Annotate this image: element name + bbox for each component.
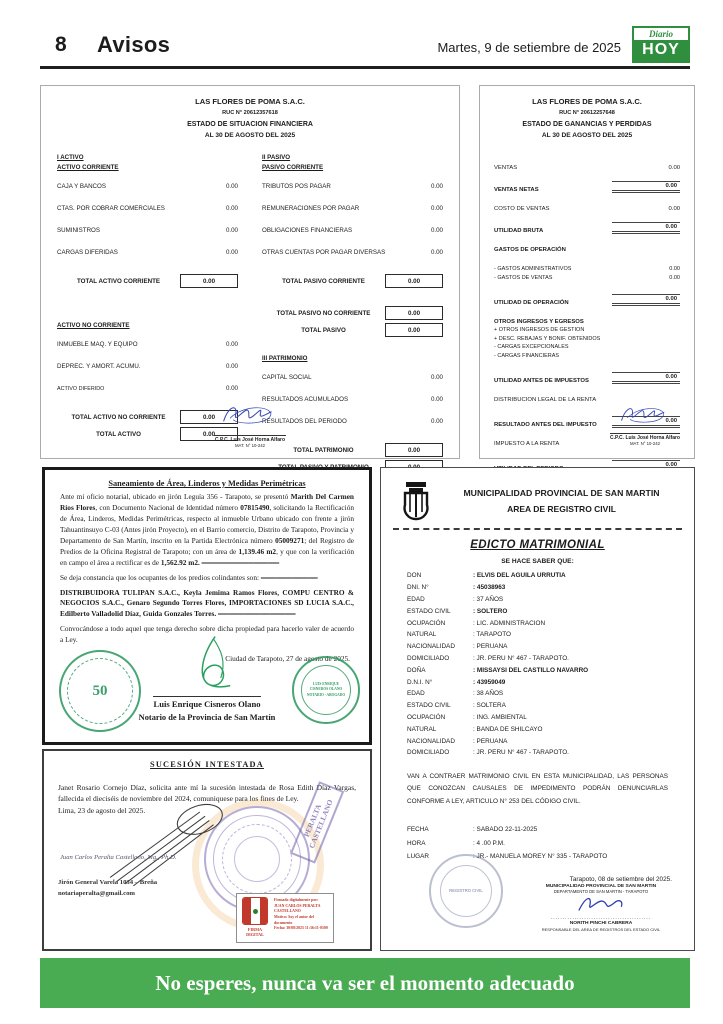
text-segment: , solicitando la Rectificación de Área, Linderos, Medidas Perimétricas, respecto al inmueble Urbano ubicado con frente a jirón Tahuantinsuyo C-03 (Antes jirón Proyecto), en el Barrio comercio, Distrito de Tarapoto, Provincia y Departamento de San Martín, inscrito en la Partida Electrónica número <box>60 502 354 545</box>
edict-field <box>407 827 676 833</box>
field-label: ESTADO CIVIL <box>407 702 451 710</box>
fin-row <box>262 164 443 171</box>
field-label: EDAD <box>407 690 425 698</box>
row-label: REMUNERACIONES POR PAGAR <box>262 205 360 212</box>
fin-row <box>262 274 443 288</box>
row-value: 0.00 <box>385 443 443 457</box>
row-value: 0.00 <box>612 222 680 234</box>
signer-name: C.P.C. Luis José Horna Alfaro <box>214 435 286 444</box>
fin-row <box>262 183 443 190</box>
row-label: ACTIVO NO CORRIENTE <box>57 322 130 329</box>
row-label: OTRAS CUENTAS POR PAGAR DIVERSAS <box>262 249 386 256</box>
row-label: CTAS. POR COBRAR COMERCIALES <box>57 205 165 212</box>
row-label: UTILIDAD BRUTA <box>494 228 544 234</box>
accountant-signature <box>214 400 286 449</box>
row-label: TOTAL ACTIVO NO CORRIENTE <box>71 413 166 421</box>
field-value: : SABADO 22-11-2025 <box>473 826 538 834</box>
digital-signature-line: Firmado digitalmente por: <box>274 898 319 902</box>
fin-row <box>494 353 680 359</box>
row-value: 0.00 <box>385 306 443 320</box>
row-label: TOTAL ACTIVO <box>96 430 141 438</box>
registrar-signature-icon <box>573 892 629 916</box>
stamp-name: LUIS ENRIQUE CISNEROS OLANO <box>309 682 343 692</box>
notary-name-block <box>102 694 312 722</box>
notary-address: Jirón General Varela 1034 – Breña <box>58 879 158 886</box>
section-title: Avisos <box>97 32 171 57</box>
succession-date: Lima, 23 de agosto del 2025. <box>58 805 146 815</box>
field-label: D.N.I. N° <box>407 678 433 686</box>
fin-row <box>57 249 238 256</box>
row-value: 0.00 <box>612 181 680 193</box>
field-value: : JR. PERU N° 467 - TARAPOTO. <box>473 654 569 662</box>
fin-row <box>494 372 680 384</box>
edict-field <box>407 573 676 579</box>
fin-row <box>262 249 443 256</box>
row-value: 0.00 <box>430 374 443 381</box>
field-value: : 38 AÑOS <box>473 690 504 698</box>
edict-subtitle: SE HACE SABER QUE: <box>501 558 574 565</box>
row-label: I ACTIVO <box>57 154 84 161</box>
row-label: II PASIVO <box>262 154 291 161</box>
pen-signature-icon <box>99 793 269 888</box>
text-segment: . ═══════════════ <box>197 557 280 567</box>
notary-email: notariaperalta@gmail.com <box>58 890 135 898</box>
row-label: - GASTOS DE VENTAS <box>494 274 553 281</box>
edict-field <box>407 715 676 721</box>
dashed-divider <box>393 528 682 530</box>
row-label: - CARGAS FINANCIERAS <box>494 352 560 359</box>
fin-row <box>262 443 443 457</box>
field-value: : SOLTERO <box>473 607 508 615</box>
digital-signature-lines <box>274 897 330 939</box>
row-label: + OTROS INGRESOS DE GESTION <box>494 327 585 333</box>
row-value: 0.00 <box>612 372 680 384</box>
edict-field <box>407 585 676 591</box>
row-value: 0.00 <box>180 410 238 424</box>
notary-signature-icon <box>179 632 245 694</box>
row-label: TOTAL PASIVO CORRIENTE <box>282 277 365 285</box>
row-value: 0.00 <box>430 396 443 403</box>
row-label: SUMINISTROS <box>57 227 100 234</box>
fin-row <box>57 154 238 161</box>
edict-field <box>407 609 676 615</box>
fin-row <box>494 165 680 171</box>
row-label: INMUEBLE MAQ. Y EQUIPO <box>57 341 138 348</box>
fin-row <box>494 222 680 234</box>
field-label: LUGAR <box>407 853 430 861</box>
row-label: OBLIGACIONES FINANCIERAS <box>262 227 353 234</box>
row-value: 0.00 <box>612 416 680 428</box>
digital-signature-line: Fecha: 30/08/2025 11:36:11-0500 <box>274 926 328 931</box>
registry-area: AREA DE REGISTRO CIVIL <box>507 504 616 514</box>
edict-schedule <box>381 808 694 860</box>
ruc-number: RUC N° 20612357618 <box>222 110 278 116</box>
field-value: : 43959049 <box>473 678 506 686</box>
row-label: VENTAS <box>494 165 518 171</box>
edict-field <box>407 668 676 674</box>
text-segment: 05009271 <box>275 535 305 545</box>
fin-row <box>57 164 238 171</box>
succession-body: Janet Rosario Cornejo Díaz, solicita ante mí la sucesión intestada de Rosa Edith Díaz Vargas, fallecida el dieciséis de noviembre del 2024, comuniquese para los fines de Ley. <box>58 783 356 804</box>
edict-field <box>407 680 676 686</box>
field-value: : 4 .00 P.M. <box>473 839 505 847</box>
row-value: 0.00 <box>180 274 238 288</box>
field-value: : ELVIS DEL AGUILA URRUTIA <box>473 572 566 580</box>
fin-row <box>262 418 443 425</box>
fin-row <box>494 327 680 333</box>
field-value: : 45038963 <box>473 584 506 592</box>
field-label: DOMICILIADO <box>407 749 450 757</box>
marriage-edict-doc <box>380 467 695 951</box>
fin-row <box>494 319 680 325</box>
signer-name: C.P.C. Luis José Horna Alfaro <box>610 433 680 442</box>
edict-body: VAN A CONTRAER MATRIMONIO CIVIL EN ESTA MUNICIPALIDAD, LAS PERSONAS QUE CONOZCAN CAUSALES DE IMPEDIMENTO PODRÁN DENUNCIARLAS CONFORME A LEY, ARTICULO N° 253 DEL CÓDIGO CIVIL. <box>407 772 668 805</box>
succession-signer: Juan Carlos Peralta Castellano, Mg., Ph.D. <box>60 854 177 861</box>
ruc-number: RUC N° 20612257648 <box>559 110 615 116</box>
motivational-banner <box>40 958 690 1008</box>
income-statement-doc <box>479 85 695 468</box>
fin-row <box>57 363 238 370</box>
fin-row <box>57 205 238 212</box>
registrar-role: RESPONSABLE DEL AREA DE REGISTROS DEL ESTADO CIVIL <box>541 927 661 932</box>
liabilities-column <box>262 151 443 474</box>
field-label: OCUPACIÓN <box>407 713 446 721</box>
sig-dept-line: DEPARTAMENTO DE SAN MARTIN - TARAPOTO <box>553 889 649 894</box>
row-value: 0.00 <box>225 341 238 348</box>
fin-row <box>494 247 680 253</box>
stamp-role: NOTARIO - ABOGADO <box>306 692 346 697</box>
row-label: UTILIDAD ANTES DE IMPUESTOS <box>494 377 589 384</box>
signature-icon <box>214 400 286 430</box>
field-value: : PERUANA <box>473 737 508 745</box>
field-label: NATURAL <box>407 631 437 639</box>
row-value: 0.00 <box>430 183 443 190</box>
sig-org-line: MUNICIPALIDAD PROVINCIAL DE SAN MARTIN <box>545 884 657 889</box>
field-label: ESTADO CIVIL <box>407 607 451 615</box>
fin-row <box>57 385 238 392</box>
field-label: DOMICILIADO <box>407 654 450 662</box>
edict-field <box>407 632 676 638</box>
row-value: 0.00 <box>225 249 238 256</box>
fin-row <box>494 344 680 350</box>
fin-row <box>494 181 680 193</box>
edition-date: Martes, 9 de setiembre de 2025 <box>437 40 621 55</box>
succession-contact <box>58 877 157 899</box>
signer-registration: MAT. N° 10-242 <box>234 443 266 448</box>
text-segment: 07815490 <box>240 502 270 512</box>
digital-signature-line: JUAN CARLOS PERALTA CASTELLANO <box>274 903 321 914</box>
field-value: : TARAPOTO <box>473 631 511 639</box>
row-label: ACTIVO CORRIENTE <box>57 164 119 171</box>
fin-row <box>262 154 443 161</box>
row-value: 0.00 <box>385 323 443 337</box>
edict-date-line: Tarapoto, 08 de setiembre del 2025. <box>569 876 672 884</box>
row-label: GASTOS DE OPERACIÓN <box>494 247 566 253</box>
fin-row <box>262 396 443 403</box>
intestate-succession-doc <box>42 749 372 951</box>
row-value: 0.00 <box>430 205 443 212</box>
row-label: CAJA Y BANCOS <box>57 183 106 190</box>
registrar-name: NORITH PINCHI CABRERA <box>569 921 633 926</box>
doc-title: ESTADO DE GANANCIAS Y PERDIDAS <box>522 121 652 128</box>
row-value: 0.00 <box>669 266 680 272</box>
field-label: NACIONALIDAD <box>407 737 455 745</box>
text-segment: Marith Del Carmen Ríos Flores <box>60 492 354 512</box>
fin-row <box>262 227 443 234</box>
notary-signature-zone <box>45 638 369 742</box>
fin-row <box>494 336 680 342</box>
notice-paragraph-3: DISTRIBUIDORA TULIPAN S.A.C., Keyla Jemima Ramos Flores, COMPU CENTRO & NEGOCIOS S.A.C., Genaro Segundo Torres Flores, IMPORTACIONES SD LUCIA S.A.C., Edilberto Valladolid Díaz, Guida Gonzales Torres. ═══════════════ <box>60 587 354 619</box>
doc-period: AL 30 DE AGOSTO DEL 2025 <box>541 132 633 139</box>
row-label: DISTRIBUCION LEGAL DE LA RENTA <box>494 396 597 403</box>
text-segment: 1,562.92 m2 <box>160 557 198 567</box>
field-label: DOÑA <box>407 666 426 674</box>
municipal-round-stamp-icon <box>429 854 503 928</box>
text-segment: , y que con la verificación en campo el área a rectificar es de <box>60 546 355 567</box>
fin-row <box>57 183 238 190</box>
field-label: NACIONALIDAD <box>407 643 455 651</box>
row-value: 0.00 <box>225 183 238 190</box>
row-value: 0.00 <box>668 206 680 212</box>
row-value: 0.00 <box>180 427 238 441</box>
fin-row <box>57 274 238 288</box>
row-label: OTROS INGRESOS Y EGRESOS <box>494 318 584 325</box>
accountant-signature <box>610 402 680 447</box>
doc-title: ESTADO DE SITUACION FINANCIERA <box>187 121 313 128</box>
fin-row <box>262 306 443 320</box>
field-value: : JR.- MANUELA MOREY N° 335 - TARAPOTO <box>473 853 608 861</box>
banner-text: No esperes, nunca va ser el momento adecuado <box>155 970 575 995</box>
row-label: CAPITAL SOCIAL <box>262 374 312 381</box>
notice-paragraph-2: Se deja constancia que los ocupantes de los predios colindantes son: ═══════════ <box>60 572 318 582</box>
edict-field <box>407 691 676 697</box>
notary-name: Luis Enrique Cisneros Olano <box>153 696 260 709</box>
municipality-name: MUNICIPALIDAD PROVINCIAL DE SAN MARTIN <box>463 488 660 498</box>
edict-field <box>407 727 676 733</box>
row-label: RESULTADOS DEL PERIODO <box>262 418 347 425</box>
text-segment: ; del Registro de Predios de la Oficina Registral de Tarapoto; con un área de <box>60 535 355 556</box>
row-label: COSTO DE VENTAS <box>494 206 550 212</box>
field-label: NATURAL <box>407 725 437 733</box>
rotated-name-stamp-icon: PERALTA CASTELLANO <box>290 781 344 863</box>
row-label: ACTIVO DIFERIDO <box>57 385 105 392</box>
notice-date-line: Ciudad de Tarapoto, 27 de agosto de 2025. <box>225 654 350 664</box>
field-label: HORA <box>407 839 426 847</box>
notice-title: Saneamiento de Área, Linderos y Medidas Perimétricas <box>108 479 306 488</box>
brand-logo-top-text: Diario <box>634 28 688 40</box>
fin-row <box>57 410 238 424</box>
fin-row <box>57 322 238 329</box>
row-label: IMPUESTO A LA RENTA <box>494 440 560 447</box>
notice-paragraph-1 <box>60 492 354 569</box>
row-value: 0.00 <box>668 165 680 171</box>
page-number: 8 <box>55 33 67 56</box>
text-segment: Ante mi oficio notarial, ubicado en jirón Leguía 356 - Tarapoto, se presentó <box>60 492 291 501</box>
row-value: 0.00 <box>669 274 680 281</box>
row-value: 0.00 <box>225 227 238 234</box>
text-segment: , con Documento Nacional de Identidad número <box>95 502 241 512</box>
field-label: OCUPACIÓN <box>407 619 446 627</box>
coat-of-arms-icon <box>401 481 431 521</box>
company-name: LAS FLORES DE POMA S.A.C. <box>195 97 305 106</box>
row-label: UTILIDAD DE OPERACIÓN <box>494 299 569 306</box>
field-value: : 37 AÑOS <box>473 595 504 603</box>
fin-row <box>262 355 443 362</box>
field-value: : ING. AMBIENTAL <box>473 713 527 721</box>
field-label: EDAD <box>407 595 425 603</box>
succession-title: SUCESIÓN INTESTADA <box>150 760 264 769</box>
edict-field <box>407 597 676 603</box>
fin-row <box>57 341 238 348</box>
company-name: LAS FLORES DE POMA S.A.C. <box>532 97 642 106</box>
digital-signature-line: Motivo: Soy el autor del documento <box>274 914 314 925</box>
row-value: 0.00 <box>225 363 238 370</box>
digital-signature-block <box>236 893 334 943</box>
field-value: : BANDA DE SHILCAYO <box>473 725 543 733</box>
peru-emblem-icon <box>242 897 268 925</box>
fin-row <box>262 323 443 337</box>
edict-field <box>407 841 676 847</box>
balance-header <box>41 86 459 139</box>
edict-field <box>407 703 676 709</box>
row-value: 0.00 <box>430 227 443 234</box>
edict-field <box>407 656 676 662</box>
fin-row <box>57 427 238 441</box>
row-value: 0.00 <box>225 205 238 212</box>
field-label: DON <box>407 572 422 580</box>
fin-row <box>494 275 680 281</box>
digital-signature-label: FIRMA DIGITAL <box>246 927 264 938</box>
field-value: : LIC. ADMINISTRACION <box>473 619 546 627</box>
edict-field <box>407 621 676 627</box>
field-value: : JR. PERU N° 467 - TARAPOTO. <box>473 749 569 757</box>
row-value: 0.00 <box>225 385 238 392</box>
fin-row <box>57 227 238 234</box>
row-label: - GASTOS ADMINISTRATIVOS <box>494 266 572 272</box>
income-header <box>480 86 694 139</box>
notary-role: Notario de la Provincia de San Martín <box>138 713 276 722</box>
registrar-signature-block <box>511 884 691 932</box>
row-label: RESULTADO ANTES DEL IMPUESTO <box>494 421 597 428</box>
row-value: 0.00 <box>385 274 443 288</box>
row-label: + DESC. REBAJAS Y BONIF. OBTENIDOS <box>494 335 601 342</box>
assets-column <box>57 151 238 474</box>
row-label: - CARGAS EXCEPCIONALES <box>494 344 569 350</box>
field-value: : SOLTERA <box>473 702 506 710</box>
brand-logo-main-text: HOY <box>642 41 680 58</box>
edict-field <box>407 644 676 650</box>
fin-row <box>494 206 680 212</box>
dotted-line: .......................................... <box>550 915 652 921</box>
edict-field <box>407 750 676 756</box>
row-value: 0.00 <box>612 294 680 306</box>
field-value: : PERUANA <box>473 643 508 651</box>
stamp-number: 50 <box>67 658 133 724</box>
brand-logo <box>632 26 690 63</box>
header-rule <box>40 66 690 69</box>
fin-row <box>494 266 680 272</box>
field-value: : MISSAYSI DEL CASTILLO NAVARRO <box>473 666 589 674</box>
row-label: TOTAL PASIVO NO CORRIENTE <box>276 309 371 317</box>
edict-title: EDICTO MATRIMONIAL <box>470 539 605 551</box>
notarial-notice-doc <box>42 467 372 745</box>
row-value: 0.00 <box>612 460 680 472</box>
row-label: TOTAL PATRIMONIO <box>293 446 354 454</box>
row-label: TOTAL ACTIVO CORRIENTE <box>77 277 160 285</box>
row-value: 0.00 <box>430 249 443 256</box>
fin-row <box>262 205 443 212</box>
row-label: TRIBUTOS POS PAGAR <box>262 183 331 190</box>
row-label: RESULTADOS ACUMULADOS <box>262 396 349 403</box>
stamp-center-text: REGISTRO CIVIL <box>440 865 492 917</box>
row-label: DEPREC. Y AMORT. ACUMU. <box>57 363 141 370</box>
edict-fields <box>381 565 694 757</box>
notice-paragraph-4: Convocándose a todo aquel que tenga derecho sobre dicha propiedad para hacerlo valer de acuerdo a Ley. <box>60 624 354 645</box>
notary-round-stamp-icon <box>292 656 360 724</box>
field-label: FECHA <box>407 826 429 834</box>
balance-sheet-doc <box>40 85 460 459</box>
row-label: CARGAS DIFERIDAS <box>57 249 118 256</box>
signature-icon <box>613 402 677 428</box>
row-label: VENTAS NETAS <box>494 187 539 193</box>
field-label: DNI. N° <box>407 584 429 592</box>
edict-field <box>407 739 676 745</box>
fin-row <box>262 374 443 381</box>
fin-row <box>494 294 680 306</box>
signer-registration: MAT. N° 10-242 <box>629 441 661 446</box>
row-value: 0.00 <box>430 418 443 425</box>
text-segment: 1,139.46 m2 <box>238 546 277 556</box>
row-label: III PATRIMONIO <box>262 355 308 362</box>
row-label: TOTAL PASIVO <box>301 326 346 334</box>
row-label: PASIVO CORRIENTE <box>262 164 324 171</box>
doc-period: AL 30 DE AGOSTO DEL 2025 <box>204 132 296 139</box>
